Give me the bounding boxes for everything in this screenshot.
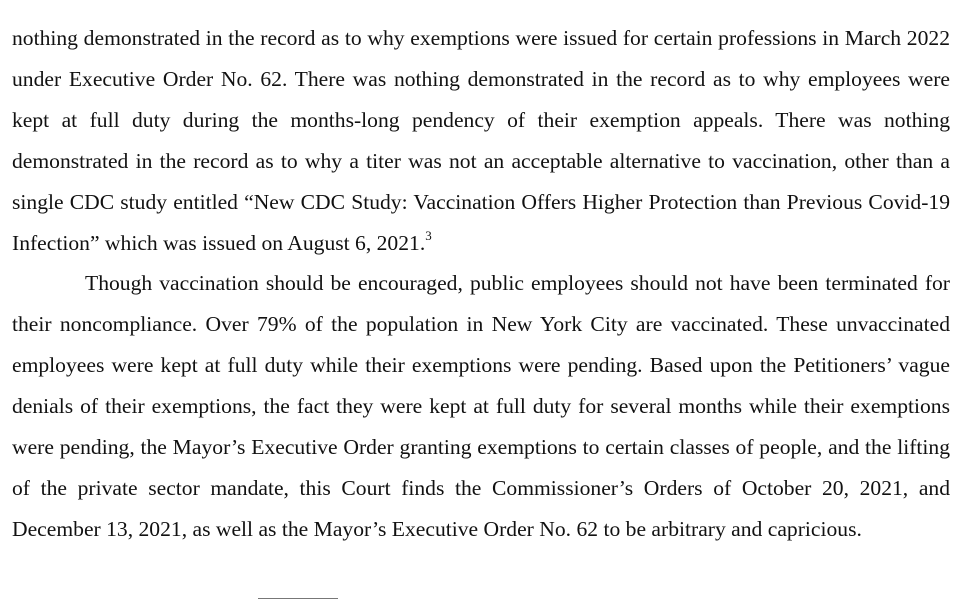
paragraph-2-text: Though vaccination should be encouraged, public employees should not have been terminated for their noncompliance. Over 79% of the population in New York City are vaccinated. These unvaccinated employees were kept at full duty while their exemptions were pending. Based upon the Petitioners’ vague denials of their exemptions, the fact they were kept at full duty for several months while their exemptions were pending, the Mayor’s Executive Order granting exemptions to certain classes of people, and the lifting of the private sector mandate, this Court finds the Commissioner’s Orders of October 20, 2021, and December 13, 2021, as well as the Mayor’s Executive Order No. 62 to be arbitrary and capricious. bbox=[12, 271, 950, 541]
document-body bbox=[12, 18, 950, 550]
footnote-separator bbox=[258, 598, 338, 599]
paragraph-1-text: nothing demonstrated in the record as to why exemptions were issued for certain professions in March 2022 under Executive Order No. 62. There was nothing demonstrated in the record as to why employees were kept at full duty during the months-long pendency of their exemption appeals. There was nothing demonstrated in the record as to why a titer was not an acceptable alternative to vaccination, other than a single CDC study entitled “New CDC Study: Vaccination Offers Higher Protection than Previous Covid-19 Infection” which was issued on August 6, 2021. bbox=[12, 26, 950, 255]
paragraph-2 bbox=[12, 263, 950, 549]
footnote-ref-3[interactable]: 3 bbox=[425, 228, 432, 244]
paragraph-1 bbox=[12, 18, 950, 263]
